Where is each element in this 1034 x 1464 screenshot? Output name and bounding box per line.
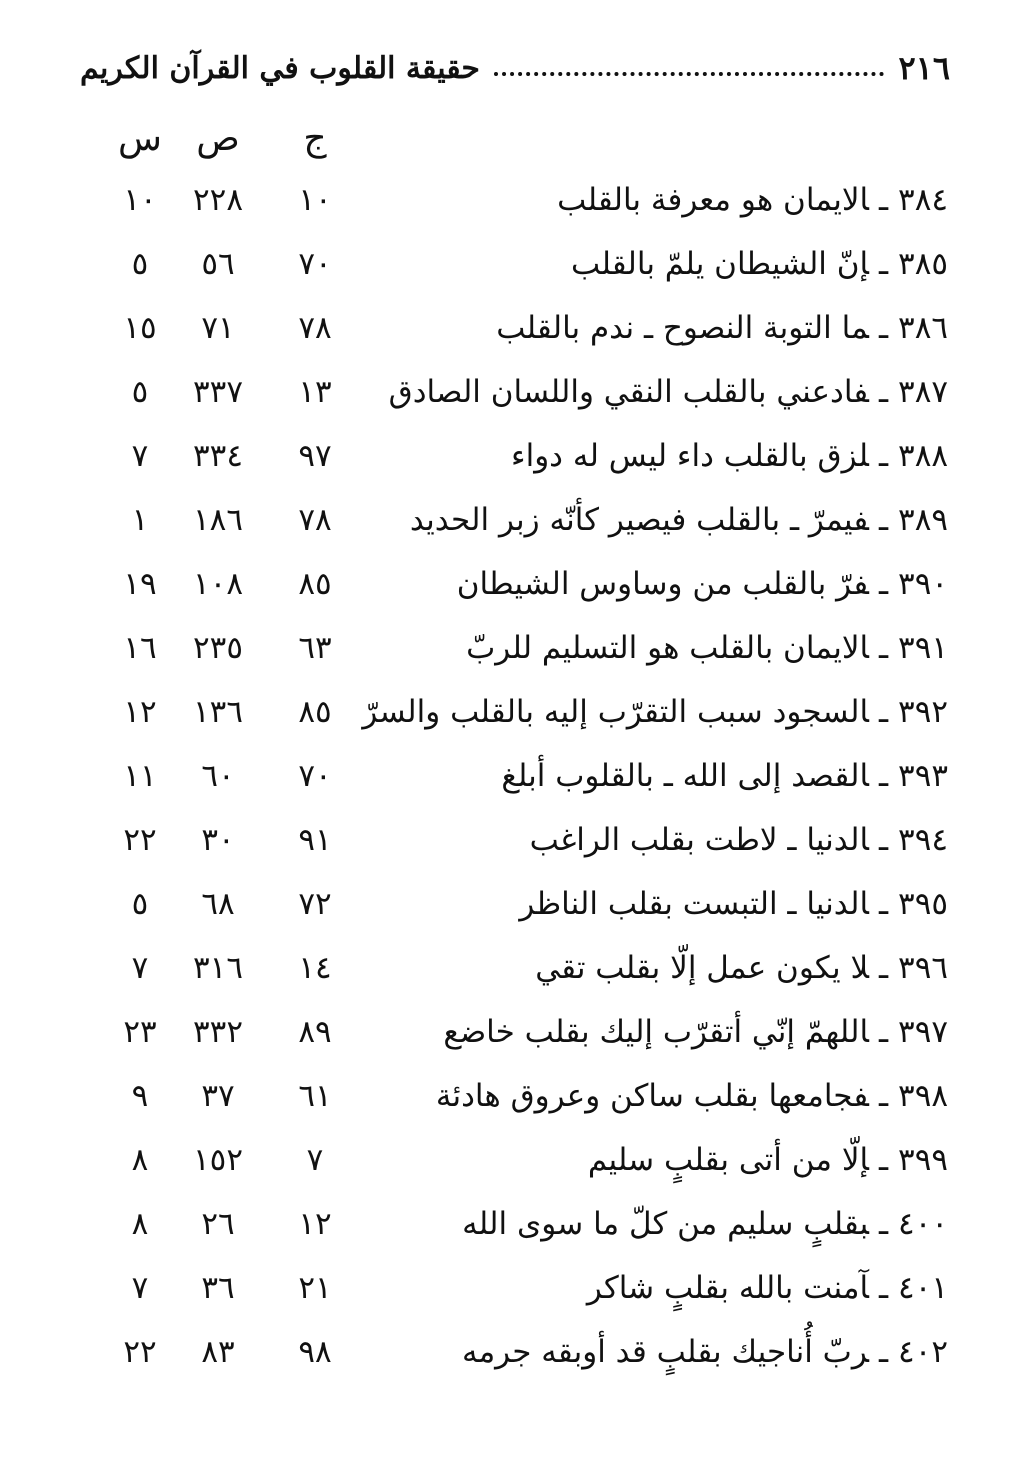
entry-dash: ـ <box>878 1206 889 1242</box>
line-ref: ٢٢ <box>123 822 157 858</box>
volume-number: ٧٨ <box>298 502 332 538</box>
index-row <box>0 232 1034 296</box>
entry-text: فرّ بالقلب من وساوس الشيطان <box>456 566 869 602</box>
index-row <box>0 1256 1034 1320</box>
entry-dash: ـ <box>878 246 889 282</box>
entry-number: ٣٩١ <box>898 630 948 666</box>
entry-text: اللهمّ إنّي أتقرّب إليك بقلب خاضع <box>443 1014 869 1050</box>
column-header-page: ص <box>196 118 240 159</box>
page-ref: ٢٦ <box>201 1206 235 1242</box>
entry-number: ٣٨٤ <box>898 182 948 218</box>
entry-number: ٤٠٠ <box>898 1206 948 1242</box>
entry-number: ٣٩٩ <box>898 1142 948 1178</box>
page-ref: ٣٣٤ <box>193 438 243 474</box>
page-ref: ٣٣٢ <box>193 1014 243 1050</box>
line-ref: ٧ <box>131 950 149 986</box>
line-ref: ٧ <box>131 438 149 474</box>
index-row <box>0 872 1034 936</box>
index-row <box>0 296 1034 360</box>
volume-number: ١٣ <box>298 374 332 410</box>
line-ref: ١ <box>131 502 149 538</box>
volume-number: ٨٥ <box>298 694 332 730</box>
entry-dash: ـ <box>878 502 889 538</box>
entry-dash: ـ <box>878 182 889 218</box>
column-header-volume: ج <box>303 118 327 159</box>
entry-number: ٣٩٦ <box>898 950 948 986</box>
entry-number: ٣٩٢ <box>898 694 948 730</box>
index-entry <box>388 1000 948 1064</box>
page-ref: ٣٦ <box>201 1270 235 1306</box>
index-row <box>0 808 1034 872</box>
entry-dash: ـ <box>878 1078 889 1114</box>
page-ref: ١٠٨ <box>193 566 243 602</box>
entry-number: ٤٠١ <box>898 1270 948 1306</box>
entry-text: ربّ أُناجيك بقلبٍ قد أوبقه جرمه <box>461 1334 869 1370</box>
entry-text: ما التوبة النصوح ـ ندم بالقلب <box>496 310 869 346</box>
entry-number: ٣٩٣ <box>898 758 948 794</box>
line-ref: ٢٢ <box>123 1334 157 1370</box>
line-ref: ١٦ <box>123 630 157 666</box>
entry-text: لزق بالقلب داء ليس له دواء <box>511 438 869 474</box>
index-entry <box>388 1256 948 1320</box>
line-ref: ١٩ <box>123 566 157 602</box>
volume-number: ٢١ <box>298 1270 332 1306</box>
page-ref: ١٥٢ <box>193 1142 243 1178</box>
entry-dash: ـ <box>878 822 889 858</box>
volume-number: ٧ <box>306 1142 324 1178</box>
line-ref: ٧ <box>131 1270 149 1306</box>
index-row <box>0 360 1034 424</box>
index-row <box>0 1128 1034 1192</box>
volume-number: ٨٩ <box>298 1014 332 1050</box>
index-row <box>0 1000 1034 1064</box>
entry-dash: ـ <box>878 438 889 474</box>
page-ref: ٦٨ <box>201 886 235 922</box>
entry-dash: ـ <box>878 950 889 986</box>
index-row <box>0 616 1034 680</box>
line-ref: ٥ <box>131 246 149 282</box>
index-row <box>0 744 1034 808</box>
index-entry <box>388 1128 948 1192</box>
volume-number: ٧٠ <box>298 758 332 794</box>
entry-dash: ـ <box>878 310 889 346</box>
line-ref: ٩ <box>131 1078 149 1114</box>
volume-number: ٩٧ <box>298 438 332 474</box>
entry-dash: ـ <box>878 374 889 410</box>
volume-number: ٧٢ <box>298 886 332 922</box>
index-row <box>0 552 1034 616</box>
index-entry <box>388 808 948 872</box>
entry-number: ٣٩٨ <box>898 1078 948 1114</box>
index-entry <box>388 872 948 936</box>
index-entry <box>388 360 948 424</box>
line-ref: ٥ <box>131 886 149 922</box>
index-row <box>0 488 1034 552</box>
entry-text: فجامعها بقلب ساكن وعروق هادئة <box>435 1078 869 1114</box>
volume-number: ١٢ <box>298 1206 332 1242</box>
volume-number: ٩١ <box>298 822 332 858</box>
entry-number: ٤٠٢ <box>898 1334 948 1370</box>
volume-number: ٦١ <box>298 1078 332 1114</box>
line-ref: ١٠ <box>123 182 157 218</box>
entry-text: السجود سبب التقرّب إليه بالقلب والسرّ <box>362 694 869 730</box>
entry-text: إلّا من أتى بقلبٍ سليم <box>587 1142 869 1178</box>
index-entry <box>388 168 948 232</box>
line-ref: ٨ <box>131 1206 149 1242</box>
line-ref: ١١ <box>123 758 157 794</box>
entry-number: ٣٨٧ <box>898 374 948 410</box>
entry-dash: ـ <box>878 694 889 730</box>
entry-number: ٣٨٥ <box>898 246 948 282</box>
volume-number: ٧٨ <box>298 310 332 346</box>
entry-number: ٣٩٥ <box>898 886 948 922</box>
entry-dash: ـ <box>878 566 889 602</box>
entry-number: ٣٩٠ <box>898 566 948 602</box>
index-entry <box>388 1192 948 1256</box>
index-entry <box>388 1320 948 1384</box>
page-ref: ٢٣٥ <box>193 630 243 666</box>
page-number: ٢١٦ <box>898 49 950 87</box>
page-ref: ٣١٦ <box>193 950 243 986</box>
entry-text: لا يكون عمل إلّا بقلب تقي <box>535 950 869 986</box>
entry-dash: ـ <box>878 1014 889 1050</box>
entry-text: الايمان هو معرفة بالقلب <box>557 182 869 218</box>
index-row <box>0 424 1034 488</box>
entry-dash: ـ <box>878 1142 889 1178</box>
page-ref: ٣٧ <box>201 1078 235 1114</box>
entry-text: الدنيا ـ لاطت بقلب الراغب <box>529 822 869 858</box>
line-ref: ١٢ <box>123 694 157 730</box>
entry-number: ٣٩٤ <box>898 822 948 858</box>
entry-text: فادعني بالقلب النقي واللسان الصادق <box>388 374 869 410</box>
entry-text: بقلبٍ سليم من كلّ ما سوى الله <box>462 1206 869 1242</box>
index-row <box>0 1320 1034 1384</box>
index-row <box>0 680 1034 744</box>
line-ref: ١٥ <box>123 310 157 346</box>
index-entry <box>388 552 948 616</box>
entry-number: ٣٨٦ <box>898 310 948 346</box>
index-entry <box>388 424 948 488</box>
index-entry <box>388 232 948 296</box>
index-row <box>0 1064 1034 1128</box>
index-entry <box>362 680 948 744</box>
entry-text: القصد إلى الله ـ بالقلوب أبلغ <box>501 758 869 794</box>
page-ref: ٣٣٧ <box>193 374 243 410</box>
entry-number: ٣٨٩ <box>898 502 948 538</box>
entry-text: آمنت بالله بقلبٍ شاكر <box>586 1270 869 1306</box>
index-row <box>0 1192 1034 1256</box>
volume-number: ١٠ <box>298 182 332 218</box>
entry-text: الايمان بالقلب هو التسليم للربّ <box>466 630 869 666</box>
entry-text: فيمرّ ـ بالقلب فيصير كأنّه زبر الحديد <box>409 502 869 538</box>
volume-number: ٦٣ <box>298 630 332 666</box>
line-ref: ٨ <box>131 1142 149 1178</box>
entry-dash: ـ <box>878 1270 889 1306</box>
entry-text: إنّ الشيطان يلمّ بالقلب <box>571 246 869 282</box>
index-row <box>0 936 1034 1000</box>
entry-number: ٣٨٨ <box>898 438 948 474</box>
volume-number: ٩٨ <box>298 1334 332 1370</box>
volume-number: ٨٥ <box>298 566 332 602</box>
entry-dash: ـ <box>878 758 889 794</box>
entry-text: الدنيا ـ التبست بقلب الناظر <box>519 886 869 922</box>
volume-number: ١٤ <box>298 950 332 986</box>
entry-number: ٣٩٧ <box>898 1014 948 1050</box>
page-ref: ٨٣ <box>201 1334 235 1370</box>
column-header-line: س <box>118 118 162 159</box>
running-header <box>80 40 950 96</box>
line-ref: ٢٣ <box>123 1014 157 1050</box>
entry-dash: ـ <box>878 1334 889 1370</box>
page-ref: ٦٠ <box>201 758 235 794</box>
entry-dash: ـ <box>878 630 889 666</box>
page-ref: ٢٢٨ <box>193 182 243 218</box>
header-leader-dots <box>494 72 884 76</box>
page-ref: ٥٦ <box>201 246 235 282</box>
index-entry <box>388 744 948 808</box>
index-entry <box>388 488 948 552</box>
page-ref: ٣٠ <box>201 822 235 858</box>
index-entry <box>388 936 948 1000</box>
volume-number: ٧٠ <box>298 246 332 282</box>
index-entry <box>388 1064 948 1128</box>
index-entry <box>388 296 948 360</box>
page-ref: ١٣٦ <box>193 694 243 730</box>
index-entry <box>388 616 948 680</box>
entry-dash: ـ <box>878 886 889 922</box>
page-ref: ٧١ <box>201 310 235 346</box>
running-title: حقيقة القلوب في القرآن الكريم <box>80 50 480 86</box>
index-row <box>0 168 1034 232</box>
line-ref: ٥ <box>131 374 149 410</box>
page-ref: ١٨٦ <box>193 502 243 538</box>
